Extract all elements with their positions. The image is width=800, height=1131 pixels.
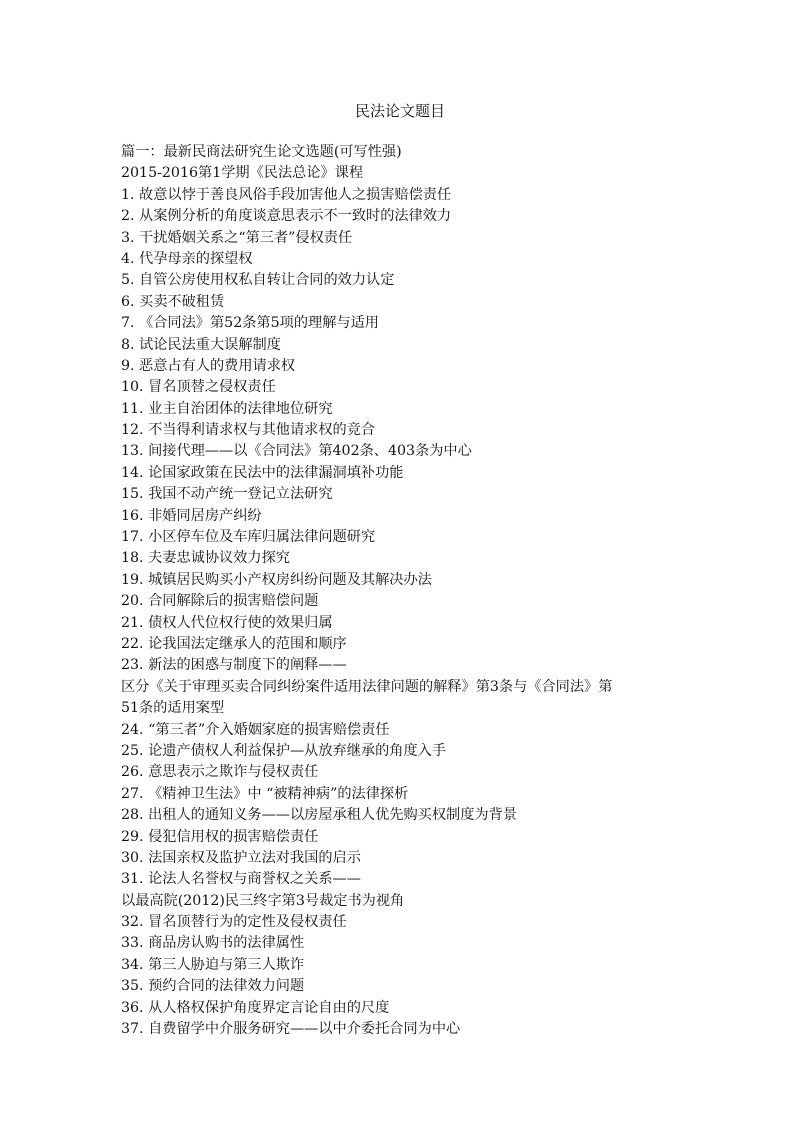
topic-line: 30. 法国亲权及监护立法对我国的启示 xyxy=(121,849,361,866)
topic-line: 24. “第三者”介入婚姻家庭的损害赔偿责任 xyxy=(121,721,390,738)
topic-line: 10. 冒名顶替之侵权责任 xyxy=(121,379,276,396)
topic-line: 11. 业主自治团体的法律地位研究 xyxy=(121,400,333,417)
topic-line: 15. 我国不动产统一登记立法研究 xyxy=(121,486,333,503)
topic-line: 14. 论国家政策在民法中的法律漏洞填补功能 xyxy=(121,464,404,481)
topic-line: 21. 债权人代位权行使的效果归属 xyxy=(121,614,333,631)
topic-line: 6. 买卖不破租赁 xyxy=(121,293,225,310)
topic-line: 23. 新法的困惑与制度下的阐释—— xyxy=(121,657,347,674)
topic-line: 20. 合同解除后的损害赔偿问题 xyxy=(121,593,319,610)
topic-line: 33. 商品房认购书的法律属性 xyxy=(121,935,305,952)
document-title: 民法论文题目 xyxy=(354,102,445,120)
topic-line: 19. 城镇居民购买小产权房纠纷问题及其解决办法 xyxy=(121,571,432,588)
topic-line: 26. 意思表示之欺诈与侵权责任 xyxy=(121,764,319,781)
section-heading: 篇一：最新民商法研究生论文选题(可写性强) xyxy=(121,144,402,160)
topic-line: 29. 侵犯信用权的损害赔偿责任 xyxy=(121,828,319,845)
topic-line: 18. 夫妻忠诚协议效力探究 xyxy=(121,550,290,567)
topic-line: 35. 预约合同的法律效力问题 xyxy=(121,978,305,995)
topic-line: 27. 《精神卫生法》中 “被精神病”的法律探析 xyxy=(121,785,409,802)
topic-line-continued: 区分《关于审理买卖合同纠纷案件适用法律问题的解释》第3条与《合同法》第 xyxy=(121,678,613,695)
topic-line: 12. 不当得利请求权与其他请求权的竞合 xyxy=(121,422,376,439)
topic-line: 31. 论法人名誉权与商誉权之关系—— xyxy=(121,871,361,888)
topic-line: 1. 故意以悖于善良风俗手段加害他人之损害赔偿责任 xyxy=(121,186,452,203)
course-line: 2015-2016第1学期《民法总论》课程 xyxy=(121,165,364,182)
topic-line: 16. 非婚同居房产纠纷 xyxy=(121,507,262,524)
topic-line: 34. 第三人胁迫与第三人欺诈 xyxy=(121,956,305,973)
topic-line: 5. 自管公房使用权私自转让合同的效力认定 xyxy=(121,272,395,289)
topic-line-continued: 以最高院(2012)民三终字第3号裁定书为视角 xyxy=(121,892,405,909)
topic-line: 4. 代孕母亲的探望权 xyxy=(121,250,253,267)
topic-line: 28. 出租人的通知义务——以房屋承租人优先购买权制度为背景 xyxy=(121,807,517,824)
topic-line: 32. 冒名顶替行为的定性及侵权责任 xyxy=(121,914,347,931)
topic-line: 2. 从案例分析的角度谈意思表示不一致时的法律效力 xyxy=(121,208,452,225)
topic-line: 9. 恶意占有人的费用请求权 xyxy=(121,357,296,374)
document-body xyxy=(121,142,691,1040)
topic-line: 25. 论遗产债权人利益保护—从放弃继承的角度入手 xyxy=(121,742,447,759)
topic-line: 22. 论我国法定继承人的范围和顺序 xyxy=(121,635,347,652)
topic-line: 3. 干扰婚姻关系之“第三者”侵权责任 xyxy=(121,229,353,246)
topic-line: 36. 从人格权保护角度界定言论自由的尺度 xyxy=(121,999,390,1016)
topic-line: 13. 间接代理——以《合同法》第402条、403条为中心 xyxy=(121,443,472,460)
topic-line: 8. 试论民法重大误解制度 xyxy=(121,336,281,353)
topic-line: 17. 小区停车位及车库归属法律问题研究 xyxy=(121,529,376,546)
topic-line-continued: 51条的适用案型 xyxy=(121,700,225,717)
topic-line: 37. 自费留学中介服务研究——以中介委托合同为中心 xyxy=(121,1021,461,1038)
topic-line: 7. 《合同法》第52条第5项的理解与适用 xyxy=(121,315,379,332)
